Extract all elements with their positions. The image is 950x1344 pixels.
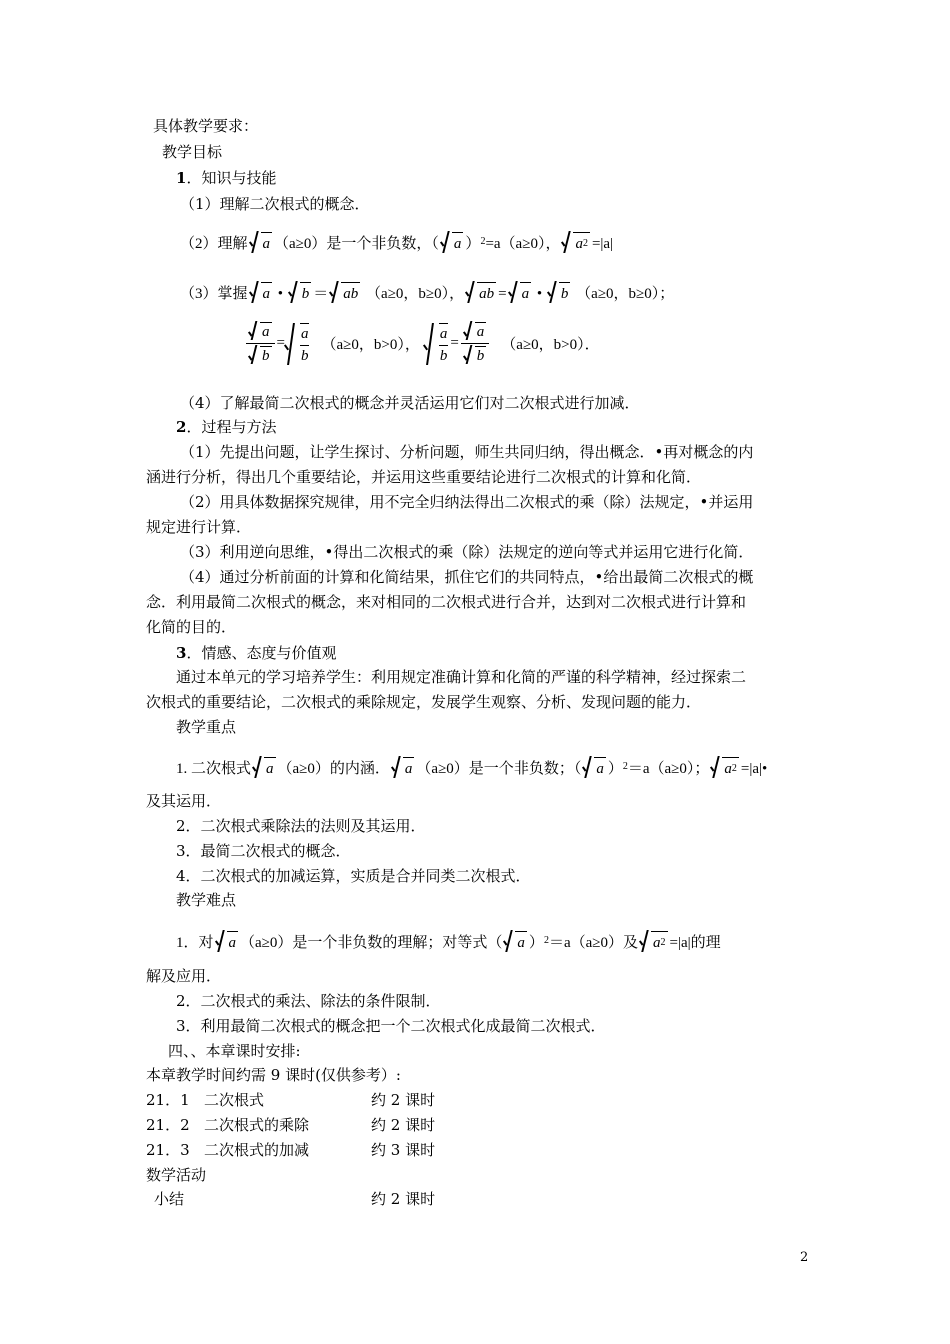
section-title: 具体教学要求：	[153, 117, 259, 135]
process-2a: （2）用具体数据探究规律，用不完全归纳法得出二次根式的乘（除）法规定，•并运用	[180, 493, 754, 511]
division-formulas: $\frac{a}{b}$ = $\frac{a}{b}$ （a≥0，b>0）， $\frac{a}{b}$ = $\frac{a}{b}$ （a≥0，b>0）．	[244, 322, 600, 365]
key-point-2: 2．二次根式乘除法的法则及其运用．	[176, 817, 426, 835]
process-4a: （4）通过分析前面的计算和化简结果，抓住它们的共同特点，•给出最简二次根式的概	[180, 568, 754, 586]
process-3: （3）利用逆向思维，•得出二次根式的乘（除）法规定的逆向等式并运用它进行化简．	[180, 543, 754, 561]
schedule-summary: 小结	[154, 1190, 185, 1208]
schedule-intro: 本章教学时间约需 9 课时(仅供参考）:	[146, 1066, 401, 1084]
schedule-activity: 数学活动	[146, 1166, 207, 1184]
process-1b: 涵进行分析，得出几个重要结论，并运用这些重要结论进行二次根式的计算和化简．	[146, 468, 702, 486]
objectives-heading: 教学目标	[162, 143, 223, 161]
item-1: （1）理解二次根式的概念．	[180, 195, 370, 213]
sqrt-a: a	[250, 232, 273, 254]
process-4b: 念．利用最简二次根式的概念，来对相同的二次根式进行合并，达到对二次根式进行计算和	[146, 593, 747, 611]
schedule-row: 21．3 二次根式的加减 约 3 课时	[146, 1141, 436, 1159]
difficulties-heading: 教学难点	[176, 891, 237, 909]
difficulty-2: 2．二次根式的乘法、除法的条件限制．	[176, 992, 441, 1010]
process-2b: 规定进行计算．	[146, 518, 252, 536]
page-number: 2	[800, 1250, 809, 1265]
process-1a: （1）先提出问题，让学生探讨、分析问题，师生共同归纳，得出概念．•再对概念的内	[180, 443, 754, 461]
attitude-heading: 3．情感、态度与价值观	[176, 644, 337, 662]
item-3: （3）掌握 a • b ＝ ab （a≥0，b≥0）， ab = a • b （a≥0，b≥0）；	[180, 282, 674, 304]
key-point-4: 4．二次根式的加减运算，实质是合并同类二次根式．	[176, 867, 531, 885]
attitude-1a: 通过本单元的学习培养学生：利用规定准确计算和化简的严谨的科学精神，经过探索二	[176, 668, 747, 686]
schedule-row: 21．1 二次根式 约 2 课时	[146, 1091, 436, 1109]
difficulty-1b: 解及应用．	[146, 967, 222, 985]
process-4c: 化简的目的．	[146, 618, 237, 636]
item-4: （4）了解最简二次根式的概念并灵活运用它们对二次根式进行加减．	[180, 394, 640, 412]
schedule-heading: 四、、本章课时安排:	[168, 1042, 301, 1060]
difficulty-1: 1．对 a （a≥0）是一个非负数的理解；对等式（ a ）$^2$＝a（a≥0）及 $a^2 =|a|$的理	[176, 931, 721, 953]
key-point-1b: 及其运用．	[146, 792, 222, 810]
schedule-summary-hours: 约 2 课时	[371, 1190, 436, 1208]
key-point-1: 1. 二次根式 a （a≥0）的内涵． a （a≥0）是一个非负数；（ a ）$^2$＝a（a≥0）； $a^2$ =|a|•	[176, 757, 767, 779]
schedule-row: 21．2 二次根式的乘除 约 2 课时	[146, 1116, 436, 1134]
process-method-heading: 2．过程与方法	[176, 418, 277, 436]
attitude-1b: 次根式的重要结论，二次根式的乘除规定，发展学生观察、分析、发现问题的能力．	[146, 693, 702, 711]
difficulty-3: 3．利用最简二次根式的概念把一个二次根式化成最简二次根式．	[176, 1017, 606, 1035]
key-points-heading: 教学重点	[176, 718, 237, 736]
knowledge-skills-heading: 1．知识与技能	[176, 169, 277, 187]
key-point-3: 3．最简二次根式的概念．	[176, 842, 351, 860]
item-2: （2）理解 a （a≥0）是一个非负数，（ a ）$^2$=a（a≥0）， $a^2 =|a|$	[180, 232, 613, 254]
